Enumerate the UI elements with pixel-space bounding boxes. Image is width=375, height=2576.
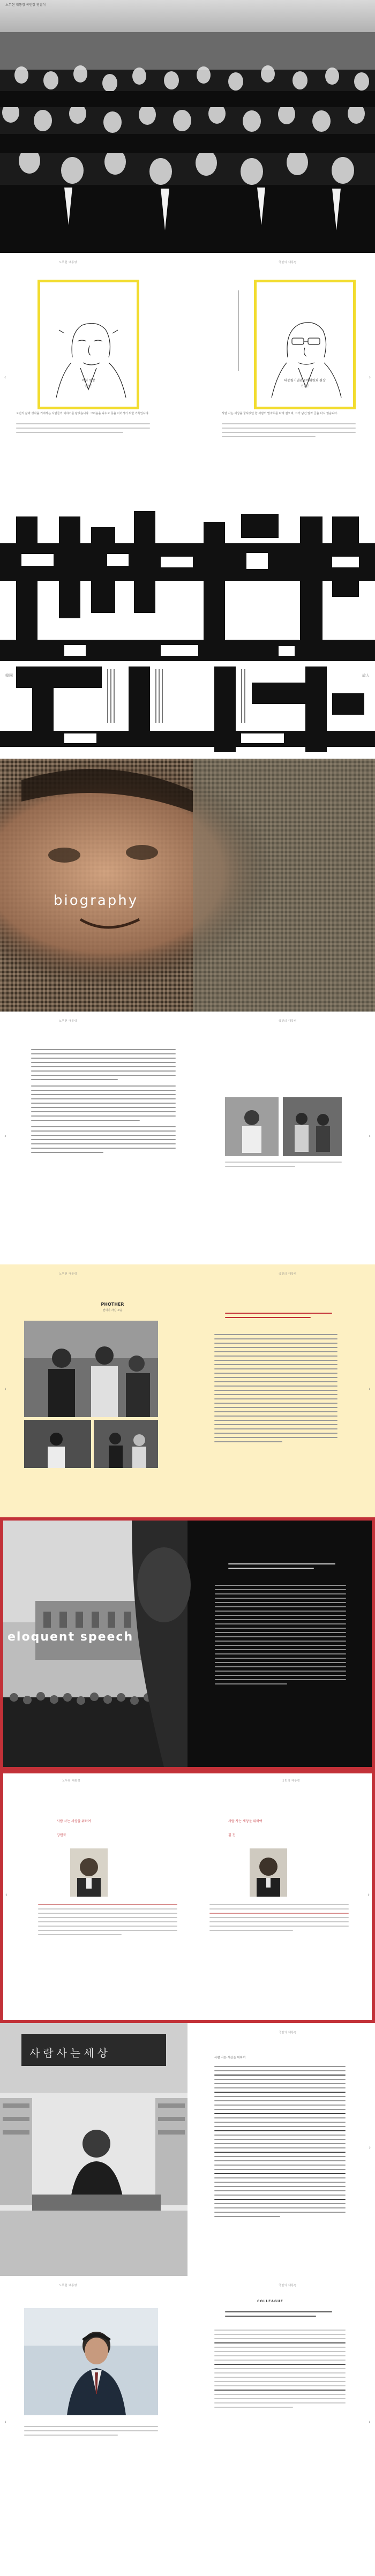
interview-body-lines [214, 2066, 346, 2220]
body-text-left [31, 1049, 176, 1156]
portrait-frame-left [38, 280, 139, 409]
next-arrow-icon[interactable]: › [369, 2145, 371, 2151]
folio-right: 국민의 대통령 [279, 1020, 297, 1023]
portrait-text-right: 사람 사는 세상을 꿈꾸었던 한 사람의 발자취를 따라 걸으며, 그가 남긴 말과 글을 다시 읽습니다. [222, 412, 338, 415]
office-sign-text: 사람사는세상 [29, 2047, 111, 2060]
folio-right: 국민의 대통령 [282, 1779, 301, 1783]
portrait-page-right [200, 280, 364, 473]
folio-left: 노무현 대통령 [59, 261, 78, 264]
next-arrow-icon[interactable]: › [368, 1892, 370, 1898]
folio-right: 국민의 대통령 [279, 2031, 297, 2034]
colleague-photo [24, 2308, 158, 2415]
colleague-left-lines [24, 2426, 158, 2439]
portrait-page-left [16, 280, 180, 473]
yellow-intro-lines [225, 1313, 332, 1321]
prev-arrow-icon[interactable]: ‹ [4, 1134, 6, 1139]
portrait-sketch-right [257, 282, 353, 407]
folio-right: 국민의 대통령 [279, 261, 297, 264]
prev-arrow-icon[interactable]: ‹ [5, 1892, 8, 1898]
typography-spread [0, 506, 375, 759]
meeting-photo-large [24, 1321, 158, 1417]
childhood-photo-2 [283, 1097, 342, 1156]
next-arrow-icon[interactable]: › [369, 1387, 371, 1392]
portrait-sub-left: 발행인 [84, 385, 93, 388]
profile-name-right: 김 진 [228, 1833, 236, 1837]
portrait-sketch-left [40, 282, 137, 407]
photo-caption-lines [225, 1162, 342, 1170]
portrait-name-left: 이희 원장 [81, 379, 95, 383]
typography-art [0, 506, 375, 759]
portrait-name-right: 대통령기념관준비위원회 원장 [284, 379, 326, 383]
profiles-spread [0, 1770, 375, 2023]
text-photo-spread [0, 1012, 375, 1264]
hero-caption: 노무현 대통령 국민장 영결식 [5, 3, 46, 7]
mosaic-portrait [0, 759, 375, 1012]
portrait-text-left: 고인의 삶과 생각을 기억하는 사람들의 이야기를 담았습니다. 그리움을 나누고 뜻을 이어가기 위한 기록입니다. [16, 412, 149, 415]
hero-section [0, 0, 375, 253]
profile-name-left: 강원국 [57, 1833, 66, 1837]
prev-arrow-icon[interactable]: ‹ [4, 1387, 6, 1392]
office-photo [0, 2023, 188, 2276]
folio-left: 노무현 대통령 [59, 1020, 78, 1023]
speech-inner [3, 1521, 372, 1767]
speech-spread [0, 1517, 375, 1770]
vertical-caption-right [238, 290, 239, 371]
prev-arrow-icon[interactable]: ‹ [4, 2420, 6, 2425]
profile-photo-right [250, 1848, 287, 1897]
profile-header-right: 사람 사는 세상을 위하여 [228, 1819, 262, 1823]
folio-right: 국민의 대통령 [279, 1272, 297, 1276]
yellow-subtitle: 연대기 사진 모음 [102, 1309, 123, 1312]
colleague-intro-lines [225, 2311, 332, 2320]
profile-text-right [209, 1904, 349, 1934]
folio-left: 노무현 대통령 [62, 1779, 81, 1783]
profile-header-left: 사람 사는 세상을 위하여 [57, 1819, 91, 1823]
biography-title: biography [54, 893, 139, 909]
prev-arrow-icon[interactable]: ‹ [4, 375, 6, 380]
profiles-inner [3, 1773, 372, 2020]
speech-title: eloquent speech [8, 1630, 134, 1644]
meeting-photo-thumb [24, 1420, 91, 1468]
next-arrow-icon[interactable]: › [369, 2420, 371, 2425]
crowd-photo [0, 0, 375, 253]
speech-intro-lines [228, 1563, 335, 1572]
typo-text-left: 韓國 [5, 673, 13, 678]
yellow-spread [0, 1264, 375, 1517]
yellow-title: PHOTHER [101, 1302, 124, 1307]
next-arrow-icon[interactable]: › [369, 1134, 371, 1139]
folio-left: 노무현 대통령 [59, 2284, 78, 2287]
portrait-spread [0, 253, 375, 506]
interview-header: 사람 사는 세상을 위하여 [214, 2056, 246, 2060]
next-arrow-icon[interactable]: › [369, 375, 371, 380]
biography-spread [0, 759, 375, 1012]
colleague-body-lines [214, 2330, 346, 2411]
childhood-photo-1 [225, 1097, 279, 1156]
colleague-header: COLLEAGUE [257, 2300, 283, 2303]
folio-left: 노무현 대통령 [59, 1272, 78, 1276]
meeting-photo-small [94, 1420, 158, 1468]
folio-right: 국민의 대통령 [279, 2284, 297, 2287]
yellow-body-lines [214, 1334, 338, 1446]
portrait-sub-right: 편집인 [301, 385, 309, 388]
speech-body-lines [215, 1585, 346, 1688]
colleague-spread [0, 2276, 375, 2576]
typo-text-right: 故人 [362, 673, 370, 678]
profile-photo-left [70, 1848, 108, 1897]
interview-spread [0, 2023, 375, 2276]
profile-text-left [38, 1904, 177, 1938]
portrait-frame-right [254, 280, 356, 409]
